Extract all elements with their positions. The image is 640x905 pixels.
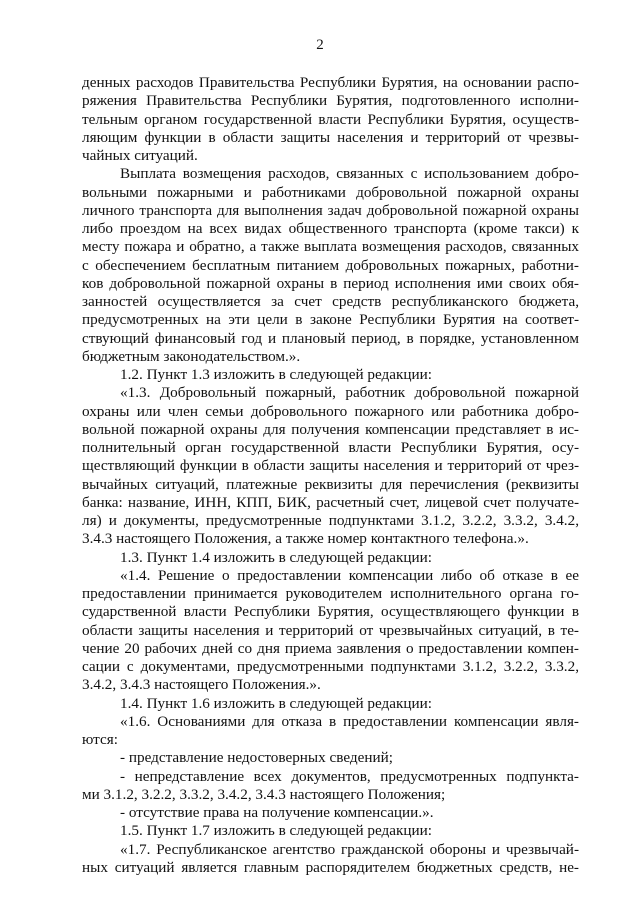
page-number: 2 [316,37,324,53]
text-line: с обеспечением бесплатным питанием добровольных пожарных, работни- [82,256,579,274]
text-line: - непредставление всех документов, предусмотренных подпункта- [120,767,579,785]
text-line: бюджетным законодательством.». [82,347,301,365]
text-line: полнительный орган государственной власти Республики Бурятия, осу- [82,439,579,456]
text-line: «1.6. Основаниями для отказа в предоставлении компенсации явля- [120,712,579,730]
text-line: 3.4.2, 3.4.3 настоящего Положения.». [82,676,321,694]
text-line: чайных ситуаций. [82,147,198,164]
text-line: 3.4.3 настоящего Положения, а также номер контактного телефона.». [82,530,529,548]
text-line: 1.5. Пункт 1.7 изложить в следующей редакции: [120,822,433,840]
text-line: вольной пожарной охраны для получения компенсации представляет в ис- [82,420,579,438]
text-line: либо проездом на всех видах общественного транспорта (кроме такси) к [82,220,579,237]
text-line: «1.4. Решение о предоставлении компенсации либо об отказе в ее [120,566,579,584]
text-line: месту пожара и обратно, а также выплата возмещения расходов, связанных [82,238,579,256]
text-line: 1.2. Пункт 1.3 изложить в следующей редакции: [120,366,433,383]
text-line: сударственной власти Республики Бурятия, осуществляющего функции в [82,603,579,621]
text-line: ются: [82,731,118,748]
text-line: денных расходов Правительства Республики Бурятия, на основании распо- [82,74,579,91]
text-line: «1.3. Добровольный пожарный, работник добровольной пожарной [120,384,579,402]
text-line: ряжения Правительства Республики Бурятия, подготовленного исполни- [82,92,579,110]
text-line: банка: название, ИНН, КПП, БИК, расчетный счет, лицевой счет получате- [82,493,579,511]
text-line: предоставлении принимается руководителем исполнительного органа го- [82,585,579,602]
text-line: ных ситуаций является главным распорядителем бюджетных средств, не- [82,858,579,876]
text-line: ков добровольной пожарной охраны в период исполнения ими своих обя- [82,274,579,292]
text-line: - представление недостоверных сведений; [120,749,393,767]
text-line: вольными пожарными и работниками добровольной пожарной охраны [82,183,579,201]
text-line: тельным органом государственной власти Республики Бурятия, осуществ- [82,110,579,128]
text-line: 1.3. Пункт 1.4 изложить в следующей редакции: [120,548,433,566]
text-line: личного транспорта для выполнения задач добровольной пожарной охраны [82,201,579,219]
text-line: 1.4. Пункт 1.6 изложить в следующей редакции: [120,694,433,712]
text-line: предусмотренных на эти цели в законе Республики Бурятия на соответ- [82,311,579,329]
text-line: ми 3.1.2, 3.2.2, 3.3.2, 3.4.2, 3.4.3 настоящего Положения; [82,785,446,803]
text-line: вычайных ситуаций, платежные реквизиты для перечисления (реквизиты [82,475,579,493]
text-line: ля) и документы, предусмотренные подпунктами 3.1.2, 3.2.2, 3.3.2, 3.4.2, [82,512,579,529]
text-line: охраны или член семьи добровольного пожарного или работника добро- [82,402,579,420]
text-line: «1.7. Республиканское агентство гражданской обороны и чрезвычай- [120,840,579,858]
text-line: области защиты населения и территорий от чрезвычайных ситуаций, в те- [82,621,579,639]
text-line: ляющим функции в области защиты населения и территорий от чрезвы- [82,128,579,146]
text-line: сации с документами, предусмотренными подпунктами 3.1.2, 3.2.2, 3.3.2, [82,658,579,675]
text-line: ствующий финансовый год и плановый период, в порядке, установленном [82,329,579,347]
text-line: занностей осуществляется за счет средств республиканского бюджета, [82,293,579,310]
text-line: чение 20 рабочих дней со дня приема заявления о предоставлении компен- [82,639,579,657]
text-line: Выплата возмещения расходов, связанных с использованием добро- [120,165,579,183]
text-line: - отсутствие права на получение компенсации.». [120,804,434,821]
document-body [82,74,579,877]
text-line: ществляющий функции в области защиты населения и территорий от чрез- [82,457,579,475]
